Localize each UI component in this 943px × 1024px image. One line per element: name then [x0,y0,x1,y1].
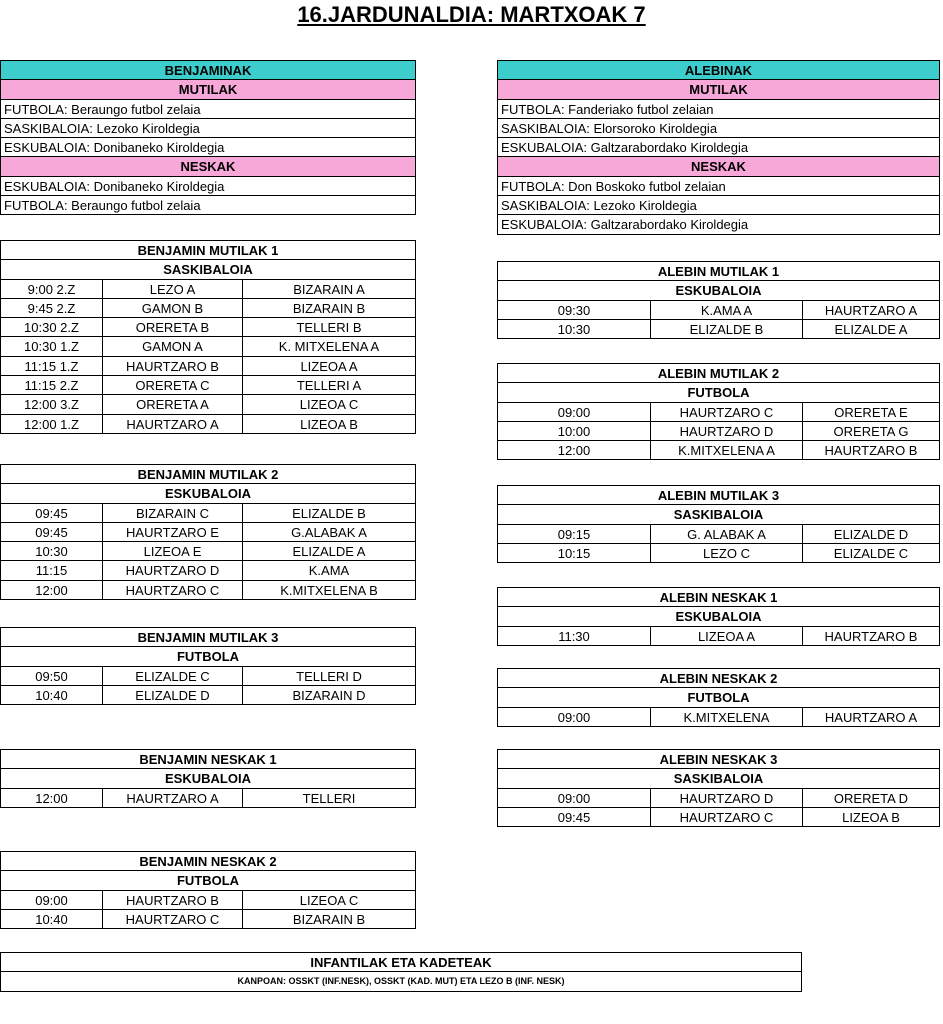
table-row [0,522,416,542]
table-row [497,788,940,808]
venue-line: ESKUBALOIA: Donibaneko Kiroldegia [0,176,416,196]
venue-line: SASKIBALOIA: Lezoko Kiroldegia [0,118,416,138]
match-time: 10:15 [557,545,591,561]
match-home: HAURTZARO C [650,808,802,826]
match-away: TELLERI [242,789,415,807]
match-time: 09:00 [557,790,591,806]
match-home: HAURTZARO A [102,415,242,433]
match-time: 09:30 [557,302,591,318]
match-table-sport: ESKUBALOIA [497,606,940,626]
match-home: BIZARAIN C [102,504,242,522]
table-row [497,524,940,544]
match-home: ELIZALDE C [102,667,242,685]
table-row [0,666,416,686]
match-home: LEZO A [102,280,242,298]
venue-line: FUTBOLA: Don Boskoko futbol zelaian [497,176,940,196]
match-table-sport: ESKUBALOIA [0,768,416,788]
match-home: HAURTZARO B [102,891,242,909]
table-row [0,317,416,337]
match-time: 12:00 [35,790,68,806]
table-row [0,560,416,580]
venue-line: FUTBOLA: Beraungo futbol zelaia [0,99,416,119]
match-time: 12:00 1.Z [24,416,79,432]
match-time: 10:00 [557,423,591,439]
match-home: HAURTZARO C [102,581,242,599]
match-away: TELLERI B [242,318,415,336]
match-away: TELLERI D [242,667,415,685]
match-time: 11:15 1.Z [24,358,79,374]
match-table [497,485,940,563]
table-row [0,336,416,356]
match-away: ORERETA D [802,789,939,807]
match-away: ELIZALDE B [242,504,415,522]
match-table-sport: SASKIBALOIA [497,768,940,788]
footer-table [0,952,802,992]
table-row [0,890,416,910]
match-time: 9:45 2.Z [27,300,76,316]
match-table-name: ALEBIN NESKAK 2 [497,668,940,688]
match-table [497,749,940,827]
match-time: 12:00 3.Z [24,397,79,413]
match-home: HAURTZARO C [102,910,242,928]
match-home: LIZEOA E [102,542,242,560]
match-table [497,261,940,339]
venues-right [497,60,940,235]
match-time: 09:45 [557,809,591,825]
match-home: HAURTZARO E [102,523,242,541]
match-away: BIZARAIN B [242,910,415,928]
match-home: HAURTZARO D [102,561,242,579]
venue-line: FUTBOLA: Fanderiako futbol zelaian [497,99,940,119]
venues-right-group-label: MUTILAK [497,79,940,99]
match-away: K. MITXELENA A [242,337,415,355]
match-time: 11:15 2.Z [24,378,79,394]
match-time: 10:40 [35,687,68,703]
match-away: ELIZALDE D [802,525,939,543]
match-time: 09:15 [557,526,591,542]
match-time: 10:30 2.Z [24,320,79,336]
match-time: 09:00 [35,892,68,908]
match-time: 09:45 [35,505,68,521]
table-row [0,909,416,929]
match-home: G. ALABAK A [650,525,802,543]
match-table-name: ALEBIN MUTILAK 2 [497,363,940,383]
match-home: HAURTZARO A [102,789,242,807]
match-table-sport: FUTBOLA [497,382,940,402]
table-row [0,394,416,414]
match-away: BIZARAIN D [242,686,415,704]
table-row [0,788,416,808]
match-away: HAURTZARO B [802,627,939,645]
match-table-name: BENJAMIN MUTILAK 2 [0,464,416,484]
venues-right-group-label: NESKAK [497,156,940,176]
match-home: K.AMA A [650,301,802,319]
table-row [0,580,416,600]
match-away: LIZEOA B [242,415,415,433]
match-time: 12:00 [35,582,68,598]
match-home: ELIZALDE B [650,320,802,338]
match-time: 09:45 [35,524,68,540]
match-away: LIZEOA C [242,891,415,909]
match-table-sport: SASKIBALOIA [0,259,416,279]
match-time: 09:00 [557,404,591,420]
table-row [497,319,940,339]
venues-left-heading: BENJAMINAK [0,60,416,80]
match-table-name: BENJAMIN MUTILAK 1 [0,240,416,260]
match-away: LIZEOA A [242,357,415,375]
match-table [0,851,416,929]
match-time: 10:30 [35,544,68,560]
match-home: LIZEOA A [650,627,802,645]
match-table [0,749,416,808]
table-row [497,300,940,320]
match-home: ORERETA A [102,395,242,413]
match-home: ELIZALDE D [102,686,242,704]
venues-left-group-label: NESKAK [0,156,416,176]
table-row [497,440,940,460]
match-table-sport: FUTBOLA [0,870,416,890]
match-away: TELLERI A [242,376,415,394]
match-home: HAURTZARO C [650,403,802,421]
table-row [0,279,416,299]
match-away: ORERETA E [802,403,939,421]
match-away: K.AMA [242,561,415,579]
table-row [0,541,416,561]
match-time: 11:15 [35,563,68,579]
match-away: ELIZALDE A [802,320,939,338]
match-table-name: ALEBIN NESKAK 1 [497,587,940,607]
page-title: 16.JARDUNALDIA: MARTXOAK 7 [297,2,646,27]
match-away: ORERETA G [802,422,939,440]
match-table [497,587,940,646]
table-row [0,356,416,376]
match-home: K.MITXELENA [650,708,802,726]
match-time: 10:40 [35,911,68,927]
footer-note: KANPOAN: OSSKT (INF.NESK), OSSKT (KAD. MUT) ETA LEZO B (INF. NESK) [0,971,802,991]
venues-right-heading: ALEBINAK [497,60,940,80]
match-away: G.ALABAK A [242,523,415,541]
match-home: ORERETA C [102,376,242,394]
match-table-name: ALEBIN NESKAK 3 [497,749,940,769]
match-time: 09:00 [557,709,591,725]
table-row [497,402,940,422]
table-row [0,685,416,705]
table-row [497,543,940,563]
match-home: GAMON A [102,337,242,355]
match-table [0,464,416,600]
match-time: 09:50 [35,668,68,684]
table-row [497,421,940,441]
match-home: LEZO C [650,544,802,562]
match-away: BIZARAIN A [242,280,415,298]
match-time: 12:00 [557,443,591,459]
match-table-sport: ESKUBALOIA [497,280,940,300]
match-away: ELIZALDE C [802,544,939,562]
match-table-name: ALEBIN MUTILAK 3 [497,485,940,505]
match-table [0,627,416,705]
venue-line: ESKUBALOIA: Galtzarabordako Kiroldegia [497,214,940,234]
match-home: ORERETA B [102,318,242,336]
venue-line: ESKUBALOIA: Donibaneko Kiroldegia [0,137,416,157]
match-away: HAURTZARO A [802,301,939,319]
match-home: K.MITXELENA A [650,441,802,459]
match-away: LIZEOA C [242,395,415,413]
match-away: HAURTZARO B [802,441,939,459]
match-away: K.MITXELENA B [242,581,415,599]
match-home: HAURTZARO D [650,422,802,440]
match-home: HAURTZARO D [650,789,802,807]
match-table-name: ALEBIN MUTILAK 1 [497,261,940,281]
venue-line: ESKUBALOIA: Galtzarabordako Kiroldegia [497,137,940,157]
match-away: ELIZALDE A [242,542,415,560]
table-row [0,375,416,395]
match-table-name: BENJAMIN MUTILAK 3 [0,627,416,647]
match-away: BIZARAIN B [242,299,415,317]
venues-left [0,60,416,215]
table-row [497,707,940,727]
table-row [0,503,416,523]
venue-line: SASKIBALOIA: Lezoko Kiroldegia [497,195,940,215]
venues-left-group-label: MUTILAK [0,79,416,99]
venue-line: SASKIBALOIA: Elorsoroko Kiroldegia [497,118,940,138]
match-home: HAURTZARO B [102,357,242,375]
match-table [497,363,940,460]
match-table-name: BENJAMIN NESKAK 2 [0,851,416,871]
venue-line: FUTBOLA: Beraungo futbol zelaia [0,195,416,215]
match-table-name: BENJAMIN NESKAK 1 [0,749,416,769]
match-time: 10:30 [557,321,591,337]
match-time: 10:30 1.Z [24,339,79,355]
footer-heading: INFANTILAK ETA KADETEAK [0,952,802,972]
match-table-sport: FUTBOLA [0,646,416,666]
table-row [497,626,940,646]
match-table-sport: ESKUBALOIA [0,483,416,503]
match-table [0,240,416,434]
match-table-sport: FUTBOLA [497,687,940,707]
match-table-sport: SASKIBALOIA [497,504,940,524]
match-home: GAMON B [102,299,242,317]
table-row [497,807,940,827]
match-time: 11:30 [558,628,590,644]
table-row [0,298,416,318]
table-row [0,414,416,434]
match-table [497,668,940,727]
match-away: LIZEOA B [802,808,939,826]
match-away: HAURTZARO A [802,708,939,726]
match-time: 9:00 2.Z [27,281,76,297]
